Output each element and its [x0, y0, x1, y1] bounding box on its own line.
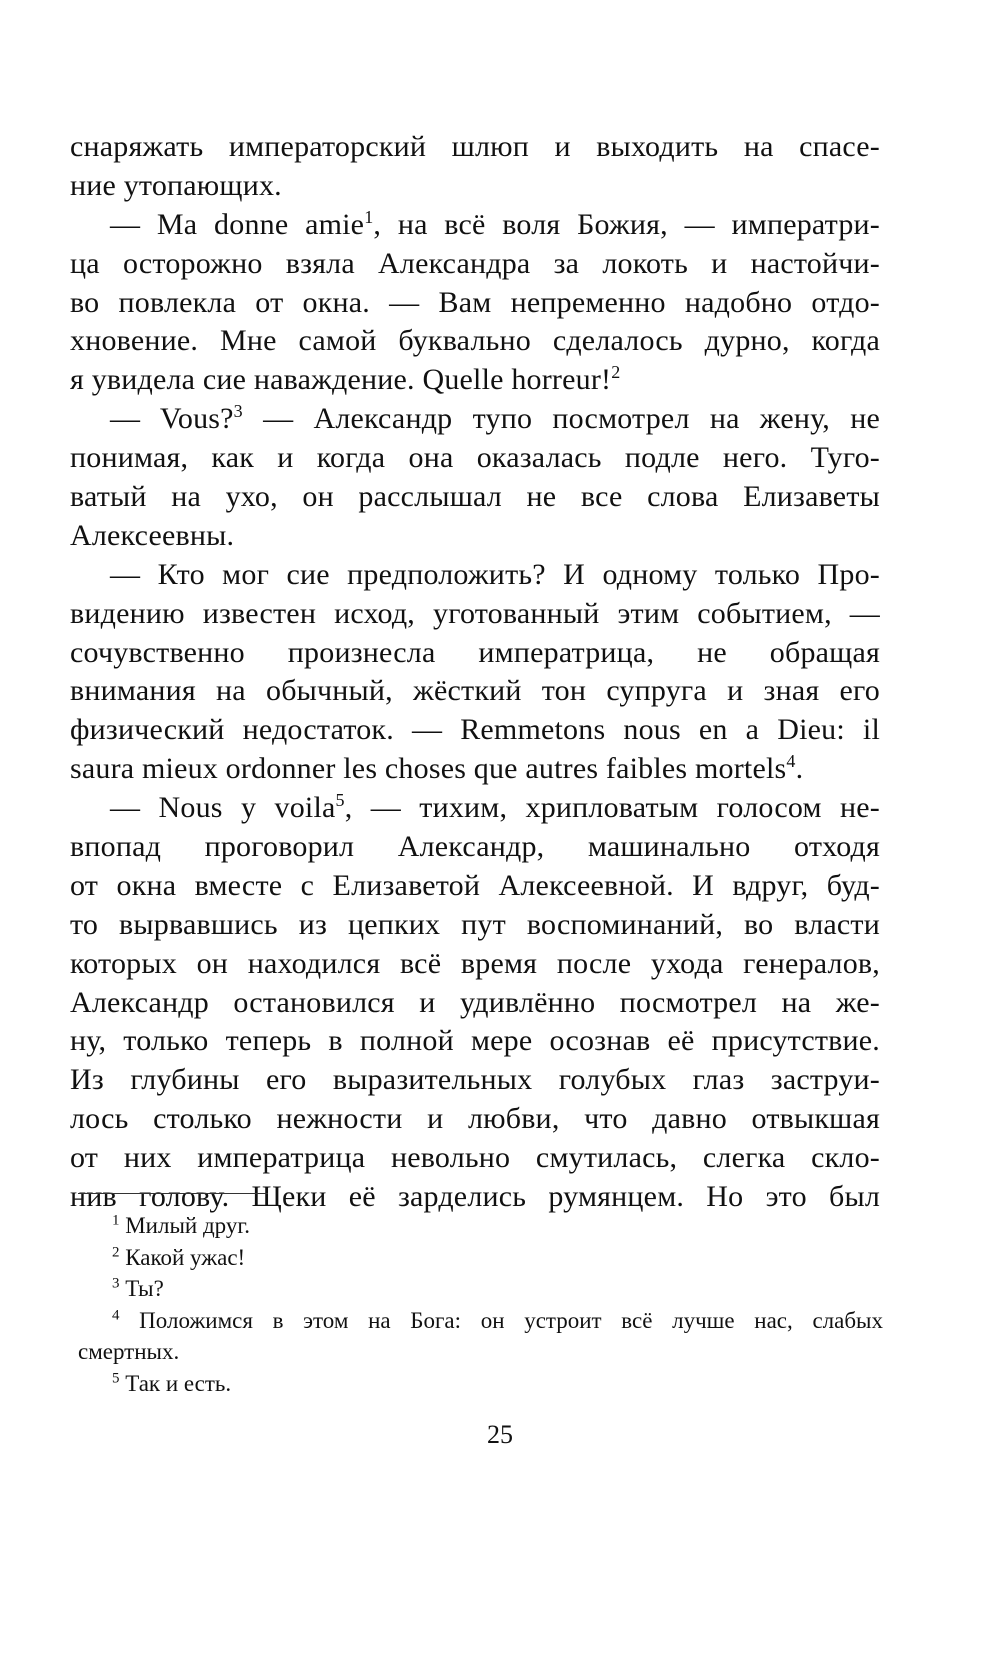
text-line: Алексеевны. — [70, 518, 235, 552]
text-line: которых он находился всё время после ухода генералов, — [70, 946, 880, 980]
text-line: от них императрица невольно смутилась, слегка скло- — [70, 1141, 880, 1175]
text-line: ца осторожно взяла Александра за локоть и настойчи- — [70, 246, 880, 280]
text-line: внимания на обычный, жёсткий тон супруга и зная его — [70, 674, 880, 708]
footnote-ref: 2 — [611, 362, 621, 383]
text-line: Александр остановился и удивлённо посмотрел на же- — [70, 985, 880, 1019]
footnote-mark: 1 — [112, 1212, 120, 1229]
footnote: $^3$ Ты? — [112, 1275, 164, 1301]
text-line: ние утопающих. — [70, 168, 282, 202]
footnote-continuation: смертных. — [78, 1339, 180, 1364]
text-line: ватый на ухо, он расслышал не все слова Елизаветы — [70, 480, 880, 514]
footnote: $^5$ Так и есть. — [112, 1369, 232, 1396]
footnote-mark: 3 — [112, 1275, 120, 1292]
text-line: — Vous?$^3$ — Александр тупо посмотрел на жену, не — [110, 401, 880, 436]
footnote-mark: 2 — [112, 1243, 120, 1260]
footnote-mark: 4 — [112, 1306, 120, 1323]
footnote: $^4$ Положимся в этом на Бога: он устроит всё лучше нас, слабых — [112, 1306, 883, 1333]
text-line: то вырвавшись из цепких пут воспоминаний, во власти — [70, 907, 880, 941]
text-line: ну, только теперь в полной мере осознав её присутствие. — [70, 1024, 880, 1058]
text-line: во повлекла от окна. — Вам непременно надобно отдо- — [70, 285, 880, 319]
footnote-ref: 1 — [364, 206, 374, 227]
footnote: $^1$ Милый друг. — [112, 1212, 250, 1238]
text-line: хновение. Мне самой буквально сделалось дурно, когда — [70, 324, 880, 358]
footnote-ref: 5 — [335, 790, 345, 811]
text-line: снаряжать императорский шлюп и выходить на спасе- — [70, 130, 880, 163]
footnotes — [78, 1210, 883, 1399]
text-line: — Кто мог сие предположить? И одному только Про- — [110, 557, 880, 591]
text-line: Из глубины его выразительных голубых глаз заструи- — [70, 1063, 880, 1097]
text-line: видению известен исход, уготованный этим событием, — — [70, 596, 880, 630]
text-line: saura mieux ordonner les choses que autres faibles mortels$^4$. — [70, 751, 804, 786]
text-line: я увидела сие наваждение. Quelle horreur!$^2$ — [70, 362, 621, 397]
footnote-ref: 3 — [233, 401, 243, 422]
text-line: физический недостаток. — Remmetons nous en a Dieu: il — [70, 713, 880, 747]
footnote: $^2$ Какой ужас! — [112, 1243, 246, 1270]
text-line: нив голову. Щеки её зарделись румянцем. Но это был — [70, 1180, 880, 1214]
book-page-text — [70, 128, 880, 1217]
text-line: — Nous y voila$^5$, — тихим, хрипловатым голосом не- — [110, 790, 880, 825]
text-line: понимая, как и когда она оказалась подле него. Туго- — [70, 441, 880, 475]
text-line: сочувственно произнесла императрица, не обращая — [70, 635, 880, 669]
text-line: лось столько нежности и любви, что давно отвыкшая — [70, 1102, 880, 1136]
text-line: от окна вместе с Елизаветой Алексеевной. И вдруг, буд- — [70, 868, 880, 902]
footnote-ref: 4 — [786, 751, 796, 772]
text-line: впопад проговорил Александр, машинально отходя — [70, 830, 880, 864]
footnote-divider — [78, 1193, 268, 1194]
page-number: 25 — [487, 1420, 513, 1449]
text-line: — Ma donne amie$^1$, на всё воля Божия, — императри- — [110, 206, 880, 241]
footnote-mark: 5 — [112, 1369, 120, 1386]
